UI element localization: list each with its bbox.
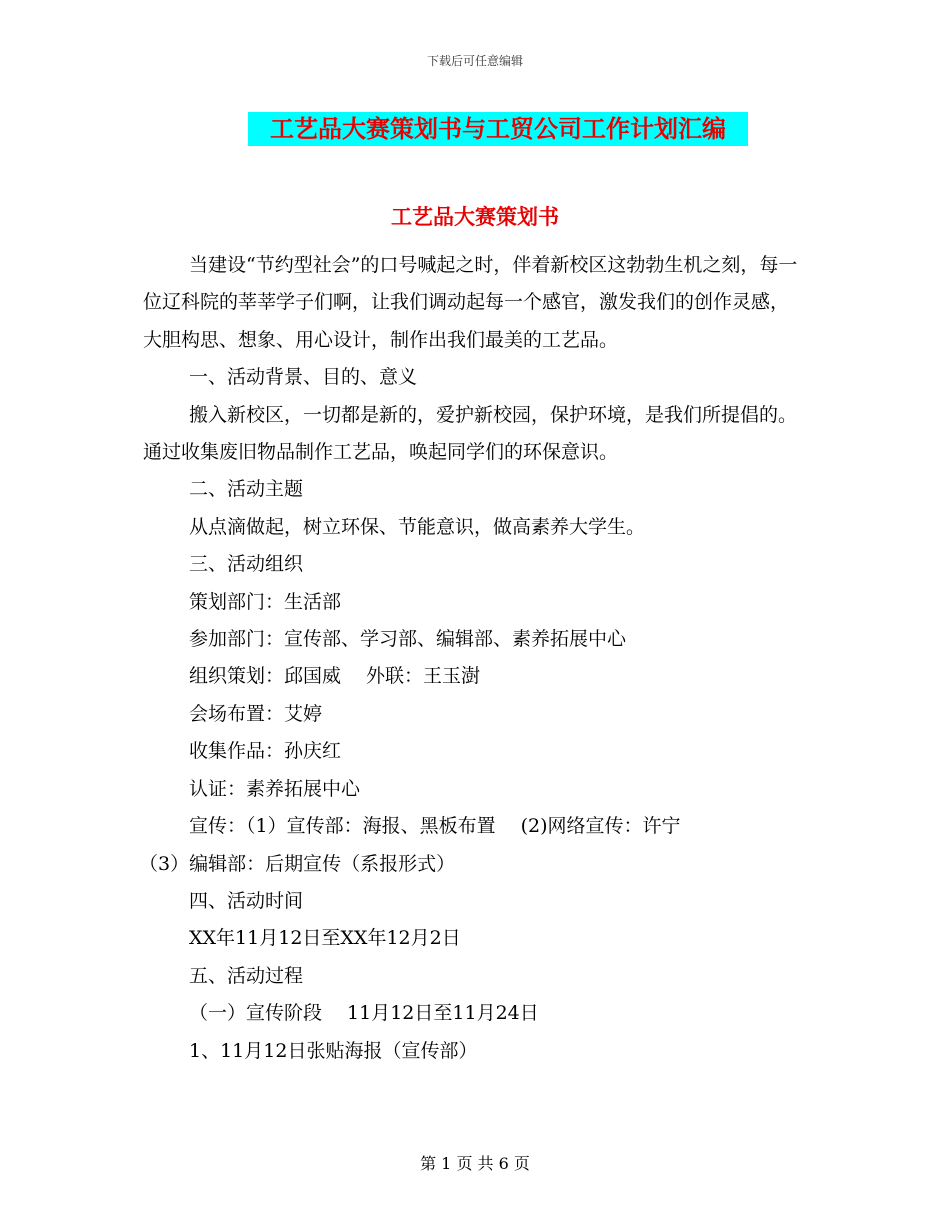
org-publicity: 宣传：（1）宣传部：海报、黑板布置 (2)网络宣传：许宁 [189,815,681,838]
org-collection: 收集作品：孙庆红 [189,740,342,763]
process-step-one: 1、11月12日张贴海报（宣传部） [189,1039,478,1062]
org-venue-setup: 会场布置：艾婷 [189,702,323,725]
heading-time: 四、活动时间 [189,889,304,912]
page-header-note: 下载后可任意编辑 [426,54,523,68]
org-planning-dept: 策划部门：生活部 [189,590,342,613]
paragraph-theme: 从点滴做起，树立环保、节能意识，做高素养大学生。 [189,515,646,538]
document-body [139,247,806,1070]
paragraph-time: XX年11月12日至XX年12月2日 [189,927,461,950]
paragraph-intro: 当建设“节约型社会”的口号喊起之时，伴着新校区这勃勃生机之刻，每一位辽科院的莘莘学子们啊，让我们调动起每一个感官，激发我们的创作灵感，大胆构思、想象、用心设计，制作出我们最美的工艺品。 [143,254,798,351]
paragraph-background: 搬入新校区，一切都是新的，爱护新校园，保护环境，是我们所提倡的。通过收集废旧物品制作工艺品，唤起同学们的环保意识。 [143,403,798,464]
heading-process: 五、活动过程 [189,964,304,987]
org-participating-depts: 参加部门：宣传部、学习部、编辑部、素养拓展中心 [189,628,627,651]
org-certification: 认证：素养拓展中心 [189,777,361,800]
heading-organization: 三、活动组织 [189,553,304,576]
page-number: 第 1 页 共 6 页 [420,1154,530,1173]
section-title: 工艺品大赛策划书 [391,205,559,229]
document-title: 工艺品大赛策划书与工贸公司工作计划汇编 [248,112,748,146]
process-phase-one: （一）宣传阶段 11月12日至11月24日 [189,1002,539,1025]
org-publicity-continued: （3）编辑部：后期宣传（系报形式） [139,852,456,875]
heading-theme: 二、活动主题 [189,478,304,501]
heading-background: 一、活动背景、目的、意义 [189,366,418,389]
org-planner-liaison: 组织策划：邱国威 外联：王玉澍 [189,665,481,688]
